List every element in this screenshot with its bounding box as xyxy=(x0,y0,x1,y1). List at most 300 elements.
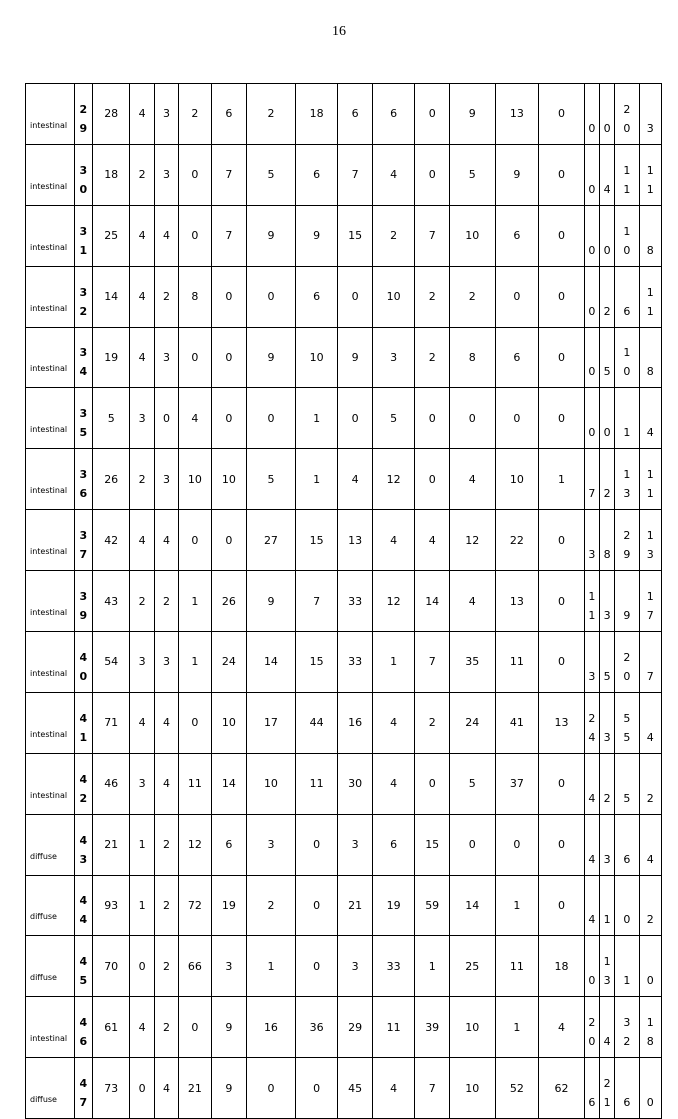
cell-value: 25 xyxy=(449,936,495,997)
table-row xyxy=(26,327,662,388)
stacked-digits: 13 xyxy=(603,955,611,988)
cell-value: 1 xyxy=(415,936,449,997)
cell-value: 0 xyxy=(211,388,247,449)
cell-type: intestinal xyxy=(26,205,75,266)
cell-value: 0 xyxy=(179,327,211,388)
cell-value: 8 xyxy=(639,205,661,266)
stacked-digits: 35 xyxy=(79,407,88,440)
cell-value: 0 xyxy=(247,388,296,449)
cell-value: 0 xyxy=(179,997,211,1058)
cell-value: 12 xyxy=(449,510,495,571)
table-row xyxy=(26,997,662,1058)
cell-value: 30 xyxy=(338,753,372,814)
cell-value: 11 xyxy=(372,997,415,1058)
cell-value: 16 xyxy=(338,692,372,753)
stacked-digits: 10 xyxy=(623,224,631,257)
cell-value: 0 xyxy=(295,1058,338,1119)
cell-value: 21 xyxy=(179,1058,211,1119)
cell-value: 2 xyxy=(154,571,178,632)
cell-value: 10 xyxy=(495,449,539,510)
cell-value: 4 xyxy=(584,875,599,936)
cell-value: 0 xyxy=(415,388,449,449)
cell-type: intestinal xyxy=(26,692,75,753)
page-number: 16 xyxy=(332,24,346,39)
cell-value: 0 xyxy=(415,449,449,510)
stacked-digits: 44 xyxy=(79,894,88,927)
cell-value: 2 xyxy=(600,753,615,814)
cell-value: 4 xyxy=(584,814,599,875)
cell-value: 3 xyxy=(600,814,615,875)
cell-value: 15 xyxy=(295,632,338,693)
table-row xyxy=(26,875,662,936)
cell-id xyxy=(74,510,92,571)
cell-value: 4 xyxy=(372,510,415,571)
stacked-digits: 32 xyxy=(623,1016,631,1049)
cell-value: 0 xyxy=(600,205,615,266)
cell-value: 3 xyxy=(247,814,296,875)
stacked-digits: 11 xyxy=(646,285,654,318)
cell-value: 2 xyxy=(154,936,178,997)
cell-value: 15 xyxy=(415,814,449,875)
table-row xyxy=(26,84,662,145)
stacked-digits: 11 xyxy=(646,163,654,196)
cell-value: 0 xyxy=(211,510,247,571)
cell-value: 9 xyxy=(247,327,296,388)
cell-value: 4 xyxy=(130,327,154,388)
cell-value xyxy=(615,692,639,753)
cell-value: 14 xyxy=(449,875,495,936)
cell-value: 0 xyxy=(600,388,615,449)
cell-value: 2 xyxy=(130,449,154,510)
cell-value: 43 xyxy=(92,571,130,632)
cell-value: 4 xyxy=(130,997,154,1058)
cell-value: 5 xyxy=(600,632,615,693)
stacked-digits: 41 xyxy=(79,711,88,744)
cell-value xyxy=(584,692,599,753)
cell-value: 0 xyxy=(539,753,585,814)
table-row xyxy=(26,205,662,266)
cell-value: 11 xyxy=(295,753,338,814)
cell-value: 0 xyxy=(584,327,599,388)
cell-value: 0 xyxy=(495,266,539,327)
cell-value: 6 xyxy=(615,1058,639,1119)
cell-value: 7 xyxy=(295,571,338,632)
stacked-digits: 31 xyxy=(79,224,88,257)
stacked-digits: 42 xyxy=(79,772,88,805)
cell-value: 44 xyxy=(295,692,338,753)
cell-value: 3 xyxy=(154,632,178,693)
cell-value: 5 xyxy=(600,327,615,388)
cell-value: 0 xyxy=(584,205,599,266)
cell-value: 12 xyxy=(179,814,211,875)
cell-value: 4 xyxy=(600,144,615,205)
cell-value: 3 xyxy=(372,327,415,388)
cell-value: 10 xyxy=(449,997,495,1058)
cell-value: 0 xyxy=(584,388,599,449)
cell-value: 0 xyxy=(154,388,178,449)
cell-value: 5 xyxy=(247,144,296,205)
cell-value: 14 xyxy=(211,753,247,814)
cell-value: 11 xyxy=(495,936,539,997)
cell-value: 1 xyxy=(179,571,211,632)
stacked-digits: 17 xyxy=(646,590,654,623)
cell-value: 16 xyxy=(247,997,296,1058)
stacked-digits: 37 xyxy=(79,529,88,562)
cell-value: 0 xyxy=(495,814,539,875)
cell-value: 10 xyxy=(247,753,296,814)
stacked-digits: 46 xyxy=(79,1016,88,1049)
cell-value: 35 xyxy=(449,632,495,693)
cell-value: 2 xyxy=(154,266,178,327)
cell-value: 4 xyxy=(130,692,154,753)
cell-value: 0 xyxy=(415,144,449,205)
cell-value: 0 xyxy=(295,936,338,997)
cell-value: 3 xyxy=(130,388,154,449)
cell-value: 2 xyxy=(415,266,449,327)
cell-value: 0 xyxy=(539,84,585,145)
cell-value: 6 xyxy=(615,266,639,327)
cell-value: 4 xyxy=(372,1058,415,1119)
cell-value xyxy=(600,1058,615,1119)
cell-value: 0 xyxy=(211,266,247,327)
cell-value: 2 xyxy=(154,875,178,936)
cell-value: 0 xyxy=(211,327,247,388)
cell-value: 12 xyxy=(372,449,415,510)
cell-value: 4 xyxy=(372,144,415,205)
cell-value: 1 xyxy=(247,936,296,997)
cell-value: 4 xyxy=(130,510,154,571)
cell-value: 13 xyxy=(539,692,585,753)
cell-value: 4 xyxy=(130,266,154,327)
cell-value: 9 xyxy=(338,327,372,388)
cell-value: 5 xyxy=(449,753,495,814)
cell-value: 5 xyxy=(372,388,415,449)
cell-value: 4 xyxy=(154,1058,178,1119)
cell-value: 1 xyxy=(539,449,585,510)
cell-value: 46 xyxy=(92,753,130,814)
cell-value xyxy=(639,510,661,571)
cell-type: intestinal xyxy=(26,997,75,1058)
cell-id xyxy=(74,632,92,693)
stacked-digits: 18 xyxy=(646,1016,654,1049)
cell-value: 0 xyxy=(584,936,599,997)
cell-value: 1 xyxy=(615,936,639,997)
cell-value: 1 xyxy=(130,814,154,875)
cell-value: 2 xyxy=(639,875,661,936)
cell-value: 2 xyxy=(449,266,495,327)
cell-value: 1 xyxy=(600,875,615,936)
cell-value: 1 xyxy=(179,632,211,693)
cell-value: 0 xyxy=(539,814,585,875)
cell-value: 4 xyxy=(154,753,178,814)
cell-value: 28 xyxy=(92,84,130,145)
cell-value: 18 xyxy=(539,936,585,997)
cell-value: 0 xyxy=(179,144,211,205)
cell-value: 15 xyxy=(338,205,372,266)
cell-type: diffuse xyxy=(26,814,75,875)
cell-value: 7 xyxy=(584,449,599,510)
cell-value: 2 xyxy=(130,144,154,205)
cell-value: 8 xyxy=(600,510,615,571)
cell-value: 6 xyxy=(211,814,247,875)
cell-id xyxy=(74,205,92,266)
cell-value: 0 xyxy=(539,875,585,936)
cell-value: 9 xyxy=(211,1058,247,1119)
cell-value: 1 xyxy=(495,875,539,936)
cell-value: 41 xyxy=(495,692,539,753)
cell-type: intestinal xyxy=(26,84,75,145)
cell-value: 0 xyxy=(338,266,372,327)
cell-value: 21 xyxy=(92,814,130,875)
cell-value: 4 xyxy=(130,205,154,266)
cell-value: 0 xyxy=(615,875,639,936)
stacked-digits: 39 xyxy=(79,590,88,623)
cell-value: 7 xyxy=(211,205,247,266)
cell-value xyxy=(615,632,639,693)
stacked-digits: 10 xyxy=(623,346,631,379)
cell-value xyxy=(615,510,639,571)
cell-value: 29 xyxy=(338,997,372,1058)
cell-value: 0 xyxy=(247,266,296,327)
cell-value: 3 xyxy=(154,449,178,510)
cell-value: 7 xyxy=(415,632,449,693)
stacked-digits: 30 xyxy=(79,163,88,196)
cell-value: 11 xyxy=(179,753,211,814)
cell-value: 5 xyxy=(247,449,296,510)
cell-value: 9 xyxy=(247,571,296,632)
cell-value: 9 xyxy=(615,571,639,632)
cell-value: 71 xyxy=(92,692,130,753)
cell-value: 0 xyxy=(584,266,599,327)
stacked-digits: 11 xyxy=(623,163,631,196)
cell-value: 4 xyxy=(449,449,495,510)
cell-value: 18 xyxy=(295,84,338,145)
cell-value: 17 xyxy=(247,692,296,753)
table-row xyxy=(26,388,662,449)
cell-value xyxy=(615,327,639,388)
cell-value: 13 xyxy=(495,571,539,632)
cell-value xyxy=(639,144,661,205)
cell-value: 66 xyxy=(179,936,211,997)
cell-value: 11 xyxy=(495,632,539,693)
cell-value: 14 xyxy=(92,266,130,327)
cell-value: 2 xyxy=(247,875,296,936)
stacked-digits: 29 xyxy=(623,529,631,562)
stacked-digits: 13 xyxy=(646,529,654,562)
stacked-digits: 20 xyxy=(588,1016,596,1049)
cell-value: 33 xyxy=(338,571,372,632)
cell-value: 3 xyxy=(130,632,154,693)
cell-value: 2 xyxy=(179,84,211,145)
cell-value: 3 xyxy=(600,571,615,632)
cell-value: 0 xyxy=(539,571,585,632)
cell-value: 9 xyxy=(495,144,539,205)
cell-value: 1 xyxy=(495,997,539,1058)
cell-value: 59 xyxy=(415,875,449,936)
cell-value: 0 xyxy=(539,266,585,327)
cell-value: 2 xyxy=(639,753,661,814)
stacked-digits: 11 xyxy=(588,590,596,623)
cell-value: 4 xyxy=(338,449,372,510)
cell-value: 12 xyxy=(372,571,415,632)
cell-value: 6 xyxy=(495,327,539,388)
stacked-digits: 24 xyxy=(588,711,596,744)
cell-value xyxy=(584,571,599,632)
cell-value: 10 xyxy=(449,205,495,266)
cell-value: 61 xyxy=(92,997,130,1058)
cell-value: 4 xyxy=(372,753,415,814)
cell-value: 10 xyxy=(211,692,247,753)
cell-value: 4 xyxy=(154,692,178,753)
cell-value xyxy=(615,205,639,266)
cell-id xyxy=(74,84,92,145)
cell-value: 37 xyxy=(495,753,539,814)
cell-value: 39 xyxy=(415,997,449,1058)
table-row xyxy=(26,632,662,693)
cell-value: 0 xyxy=(247,1058,296,1119)
table-row xyxy=(26,510,662,571)
table-row xyxy=(26,692,662,753)
table-row xyxy=(26,144,662,205)
cell-value: 22 xyxy=(495,510,539,571)
cell-value: 0 xyxy=(539,144,585,205)
cell-value: 4 xyxy=(539,997,585,1058)
cell-value: 7 xyxy=(338,144,372,205)
cell-value: 14 xyxy=(415,571,449,632)
cell-value: 3 xyxy=(338,936,372,997)
cell-value: 25 xyxy=(92,205,130,266)
cell-id xyxy=(74,144,92,205)
stacked-digits: 43 xyxy=(79,833,88,866)
cell-value: 7 xyxy=(211,144,247,205)
cell-id xyxy=(74,449,92,510)
cell-value: 70 xyxy=(92,936,130,997)
cell-value: 33 xyxy=(372,936,415,997)
cell-value: 7 xyxy=(639,632,661,693)
cell-value: 45 xyxy=(338,1058,372,1119)
cell-value: 4 xyxy=(130,84,154,145)
cell-value: 8 xyxy=(449,327,495,388)
cell-value: 10 xyxy=(295,327,338,388)
cell-value: 3 xyxy=(338,814,372,875)
table-row xyxy=(26,814,662,875)
cell-type: diffuse xyxy=(26,875,75,936)
cell-value: 6 xyxy=(295,266,338,327)
cell-value: 3 xyxy=(154,327,178,388)
cell-type: intestinal xyxy=(26,753,75,814)
cell-value: 73 xyxy=(92,1058,130,1119)
cell-id xyxy=(74,327,92,388)
cell-value: 6 xyxy=(338,84,372,145)
cell-value: 15 xyxy=(295,510,338,571)
cell-id xyxy=(74,936,92,997)
cell-type: diffuse xyxy=(26,1058,75,1119)
cell-id xyxy=(74,997,92,1058)
cell-value: 0 xyxy=(584,144,599,205)
cell-value: 2 xyxy=(415,327,449,388)
cell-value: 8 xyxy=(639,327,661,388)
cell-value: 3 xyxy=(639,84,661,145)
cell-value: 0 xyxy=(539,327,585,388)
cell-value: 0 xyxy=(130,936,154,997)
cell-value: 2 xyxy=(600,266,615,327)
cell-value: 1 xyxy=(295,388,338,449)
stacked-digits: 11 xyxy=(646,468,654,501)
cell-value: 0 xyxy=(179,692,211,753)
stacked-digits: 20 xyxy=(623,102,631,135)
cell-value: 19 xyxy=(372,875,415,936)
cell-value: 19 xyxy=(92,327,130,388)
cell-type: intestinal xyxy=(26,632,75,693)
cell-value: 4 xyxy=(584,753,599,814)
stacked-digits: 32 xyxy=(79,285,88,318)
cell-value: 0 xyxy=(539,632,585,693)
stacked-digits: 13 xyxy=(623,468,631,501)
stacked-digits: 45 xyxy=(79,955,88,988)
cell-value: 6 xyxy=(372,814,415,875)
cell-value: 3 xyxy=(584,510,599,571)
cell-type: intestinal xyxy=(26,144,75,205)
stacked-digits: 34 xyxy=(79,346,88,379)
table-row xyxy=(26,571,662,632)
cell-value: 26 xyxy=(92,449,130,510)
cell-value: 4 xyxy=(179,388,211,449)
cell-value xyxy=(615,144,639,205)
cell-type: intestinal xyxy=(26,449,75,510)
cell-value: 7 xyxy=(415,1058,449,1119)
cell-value: 0 xyxy=(415,753,449,814)
table-row xyxy=(26,266,662,327)
cell-value: 0 xyxy=(584,84,599,145)
cell-value: 19 xyxy=(211,875,247,936)
cell-value: 6 xyxy=(211,84,247,145)
cell-value: 1 xyxy=(615,388,639,449)
cell-value: 6 xyxy=(372,84,415,145)
table-row xyxy=(26,753,662,814)
cell-id xyxy=(74,388,92,449)
cell-value: 24 xyxy=(449,692,495,753)
cell-value xyxy=(639,997,661,1058)
cell-value: 24 xyxy=(211,632,247,693)
cell-value xyxy=(639,571,661,632)
cell-value: 0 xyxy=(295,814,338,875)
data-table xyxy=(25,83,662,1119)
stacked-digits: 29 xyxy=(79,102,88,135)
cell-value: 2 xyxy=(372,205,415,266)
cell-value: 4 xyxy=(372,692,415,753)
cell-type: diffuse xyxy=(26,936,75,997)
cell-value: 93 xyxy=(92,875,130,936)
cell-value: 4 xyxy=(449,571,495,632)
stacked-digits: 36 xyxy=(79,468,88,501)
cell-value: 0 xyxy=(539,388,585,449)
cell-value: 6 xyxy=(615,814,639,875)
cell-value: 10 xyxy=(211,449,247,510)
cell-value: 0 xyxy=(539,205,585,266)
cell-value: 1 xyxy=(130,875,154,936)
cell-value: 10 xyxy=(449,1058,495,1119)
cell-value: 3 xyxy=(130,753,154,814)
cell-value xyxy=(639,449,661,510)
cell-value: 7 xyxy=(415,205,449,266)
stacked-digits: 21 xyxy=(603,1077,611,1110)
stacked-digits: 47 xyxy=(79,1077,88,1110)
table-row xyxy=(26,449,662,510)
cell-value: 26 xyxy=(211,571,247,632)
cell-value: 3 xyxy=(211,936,247,997)
cell-value: 3 xyxy=(154,84,178,145)
cell-value: 4 xyxy=(415,510,449,571)
